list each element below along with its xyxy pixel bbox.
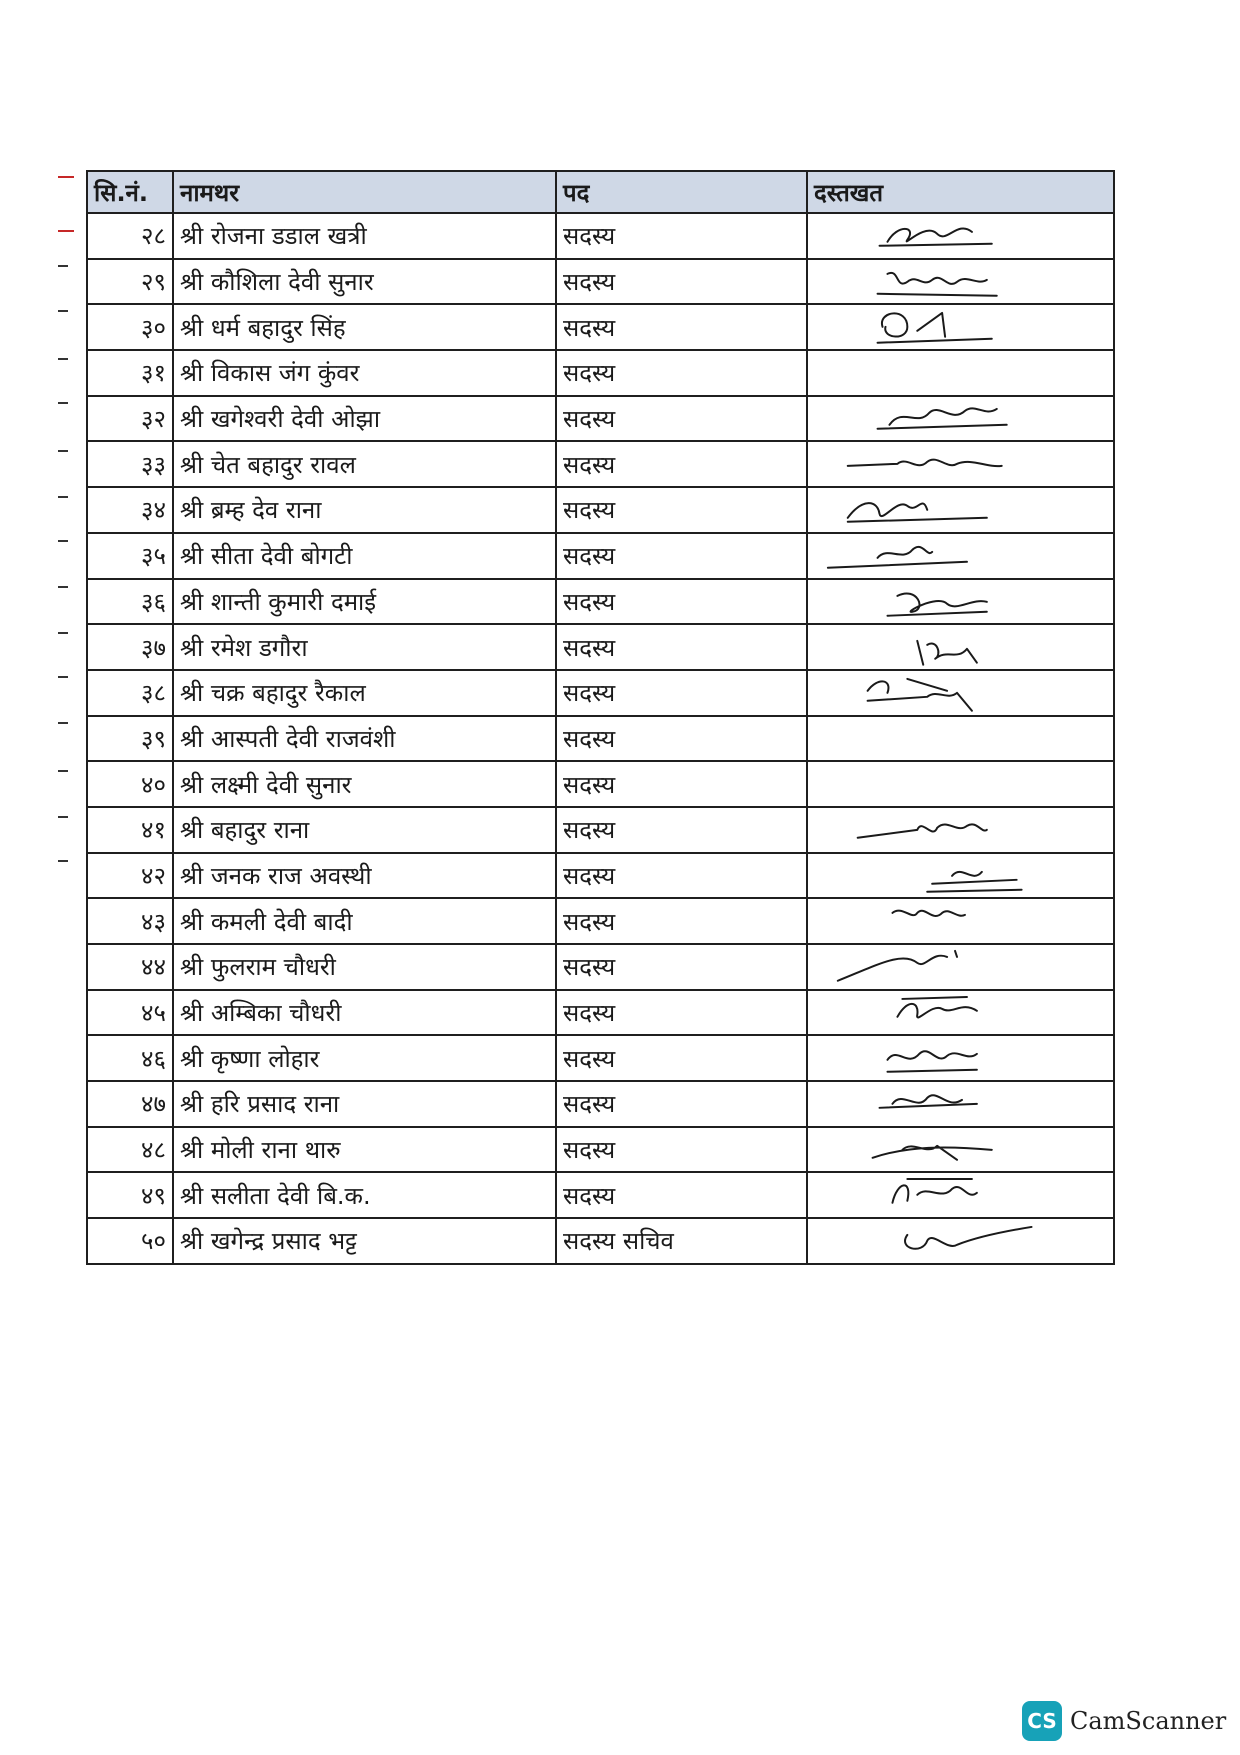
serial-number: २८ [87, 213, 173, 259]
table-row [87, 990, 1114, 1036]
handwritten-signature [808, 534, 1113, 578]
handwritten-signature [808, 899, 1113, 943]
handwritten-signature [808, 945, 1113, 989]
member-post: सदस्य [556, 259, 807, 305]
handwritten-signature [808, 854, 1113, 898]
serial-number: २९ [87, 259, 173, 305]
handwritten-signature [808, 671, 1113, 715]
margin-tick [58, 230, 74, 232]
member-name: श्री जनक राज अवस्थी [173, 853, 556, 899]
handwritten-signature [808, 808, 1113, 852]
margin-tick [58, 722, 68, 724]
member-name: श्री खगेश्वरी देवी ओझा [173, 396, 556, 442]
member-post: सदस्य [556, 487, 807, 533]
signature-cell [807, 670, 1114, 716]
margin-tick [58, 450, 68, 452]
signature-cell [807, 807, 1114, 853]
serial-number: ४८ [87, 1127, 173, 1173]
header-signature: दस्तखत [807, 171, 1114, 213]
table-row [87, 350, 1114, 396]
member-name: श्री मोली राना थारु [173, 1127, 556, 1173]
signature-cell [807, 304, 1114, 350]
margin-tick [58, 676, 68, 678]
handwritten-signature [808, 1219, 1113, 1263]
member-post: सदस्य [556, 1127, 807, 1173]
serial-number: ३१ [87, 350, 173, 396]
member-name: श्री चेत बहादुर रावल [173, 441, 556, 487]
table-row [87, 579, 1114, 625]
signature-cell [807, 990, 1114, 1036]
member-post: सदस्य [556, 761, 807, 807]
member-post: सदस्य [556, 716, 807, 762]
header-serial-number: सि.नं. [87, 171, 173, 213]
handwritten-signature [808, 305, 1113, 349]
header-post: पद [556, 171, 807, 213]
handwritten-signature [808, 442, 1113, 486]
handwritten-signature [808, 1173, 1113, 1217]
margin-tick [58, 358, 68, 360]
table-row [87, 1081, 1114, 1127]
table-row [87, 1172, 1114, 1218]
signature-cell [807, 1035, 1114, 1081]
signature-cell [807, 487, 1114, 533]
signature-cell [807, 944, 1114, 990]
table-row [87, 761, 1114, 807]
member-signature-table [86, 170, 1115, 1265]
serial-number: ४४ [87, 944, 173, 990]
table-row [87, 396, 1114, 442]
camscanner-wordmark: CamScanner [1070, 1707, 1227, 1735]
serial-number: ४३ [87, 898, 173, 944]
handwritten-signature [808, 580, 1113, 624]
signature-cell [807, 898, 1114, 944]
member-name: श्री अम्बिका चौधरी [173, 990, 556, 1036]
member-post: सदस्य [556, 304, 807, 350]
handwritten-signature [808, 488, 1113, 532]
table-row [87, 807, 1114, 853]
member-name: श्री चक्र बहादुर रैकाल [173, 670, 556, 716]
handwritten-signature [808, 991, 1113, 1035]
table-row [87, 716, 1114, 762]
serial-number: ४० [87, 761, 173, 807]
table-row [87, 533, 1114, 579]
member-post: सदस्य [556, 213, 807, 259]
serial-number: ४५ [87, 990, 173, 1036]
member-post: सदस्य [556, 670, 807, 716]
member-post: सदस्य [556, 441, 807, 487]
signature-cell [807, 259, 1114, 305]
handwritten-signature [808, 1128, 1113, 1172]
handwritten-signature [808, 625, 1113, 669]
margin-tick [58, 402, 68, 404]
member-post: सदस्य [556, 898, 807, 944]
table-header-row [87, 171, 1114, 213]
table-row [87, 1218, 1114, 1264]
margin-tick [58, 265, 68, 267]
margin-tick [58, 860, 68, 862]
margin-tick [58, 496, 68, 498]
handwritten-signature [808, 1036, 1113, 1080]
member-name: श्री कमली देवी बादी [173, 898, 556, 944]
serial-number: ३५ [87, 533, 173, 579]
serial-number: ४१ [87, 807, 173, 853]
serial-number: ३० [87, 304, 173, 350]
member-post: सदस्य सचिव [556, 1218, 807, 1264]
margin-tick [58, 540, 68, 542]
serial-number: ३९ [87, 716, 173, 762]
serial-number: ३४ [87, 487, 173, 533]
table-row [87, 1035, 1114, 1081]
member-post: सदस्य [556, 1035, 807, 1081]
member-name: श्री सलीता देवी बि.क. [173, 1172, 556, 1218]
table-row [87, 487, 1114, 533]
member-post: सदस्य [556, 1081, 807, 1127]
handwritten-signature [808, 260, 1113, 304]
serial-number: ३२ [87, 396, 173, 442]
member-name: श्री धर्म बहादुर सिंह [173, 304, 556, 350]
member-name: श्री खगेन्द्र प्रसाद भट्ट [173, 1218, 556, 1264]
serial-number: ३७ [87, 624, 173, 670]
serial-number: ३३ [87, 441, 173, 487]
signature-cell [807, 533, 1114, 579]
member-post: सदस्य [556, 1172, 807, 1218]
member-post: सदस्य [556, 944, 807, 990]
member-post: सदस्य [556, 853, 807, 899]
margin-tick [58, 310, 68, 312]
signature-cell [807, 1081, 1114, 1127]
table-row [87, 853, 1114, 899]
serial-number: ३८ [87, 670, 173, 716]
member-name: श्री सीता देवी बोगटी [173, 533, 556, 579]
serial-number: ४६ [87, 1035, 173, 1081]
table-row [87, 1127, 1114, 1173]
camscanner-watermark [1022, 1700, 1226, 1742]
signature-cell [807, 396, 1114, 442]
margin-tick-marks [58, 170, 82, 930]
table-row [87, 670, 1114, 716]
serial-number: ४९ [87, 1172, 173, 1218]
member-post: सदस्य [556, 807, 807, 853]
handwritten-signature [808, 1082, 1113, 1126]
member-name: श्री रमेश डगौरा [173, 624, 556, 670]
member-name: श्री रोजना डडाल खत्री [173, 213, 556, 259]
serial-number: ५० [87, 1218, 173, 1264]
signature-cell [807, 853, 1114, 899]
handwritten-signature [808, 214, 1113, 258]
member-name: श्री लक्ष्मी देवी सुनार [173, 761, 556, 807]
member-name: श्री फुलराम चौधरी [173, 944, 556, 990]
member-name: श्री विकास जंग कुंवर [173, 350, 556, 396]
member-name: श्री कौशिला देवी सुनार [173, 259, 556, 305]
table-row [87, 624, 1114, 670]
signature-cell [807, 350, 1114, 396]
signature-cell [807, 213, 1114, 259]
member-post: सदस्य [556, 990, 807, 1036]
member-name: श्री बहादुर राना [173, 807, 556, 853]
table-row [87, 304, 1114, 350]
member-name: श्री हरि प्रसाद राना [173, 1081, 556, 1127]
margin-tick [58, 770, 68, 772]
header-name: नामथर [173, 171, 556, 213]
serial-number: ४७ [87, 1081, 173, 1127]
margin-tick [58, 176, 74, 178]
table-row [87, 898, 1114, 944]
member-post: सदस्य [556, 579, 807, 625]
signature-cell [807, 716, 1114, 762]
serial-number: ३६ [87, 579, 173, 625]
member-post: सदस्य [556, 396, 807, 442]
member-name: श्री आस्पती देवी राजवंशी [173, 716, 556, 762]
signature-cell [807, 761, 1114, 807]
member-post: सदस्य [556, 350, 807, 396]
signature-cell [807, 1218, 1114, 1264]
table-row [87, 441, 1114, 487]
member-name: श्री शान्ती कुमारी दमाई [173, 579, 556, 625]
margin-tick [58, 586, 68, 588]
table-row [87, 259, 1114, 305]
margin-tick [58, 816, 68, 818]
serial-number: ४२ [87, 853, 173, 899]
margin-tick [58, 632, 68, 634]
member-name: श्री ब्रम्ह देव राना [173, 487, 556, 533]
member-post: सदस्य [556, 533, 807, 579]
camscanner-logo: CS [1022, 1701, 1062, 1741]
signature-cell [807, 1127, 1114, 1173]
signature-cell [807, 624, 1114, 670]
signature-cell [807, 441, 1114, 487]
table-row [87, 213, 1114, 259]
signature-cell [807, 1172, 1114, 1218]
table-row [87, 944, 1114, 990]
member-name: श्री कृष्णा लोहार [173, 1035, 556, 1081]
signature-cell [807, 579, 1114, 625]
handwritten-signature [808, 397, 1113, 441]
member-post: सदस्य [556, 624, 807, 670]
